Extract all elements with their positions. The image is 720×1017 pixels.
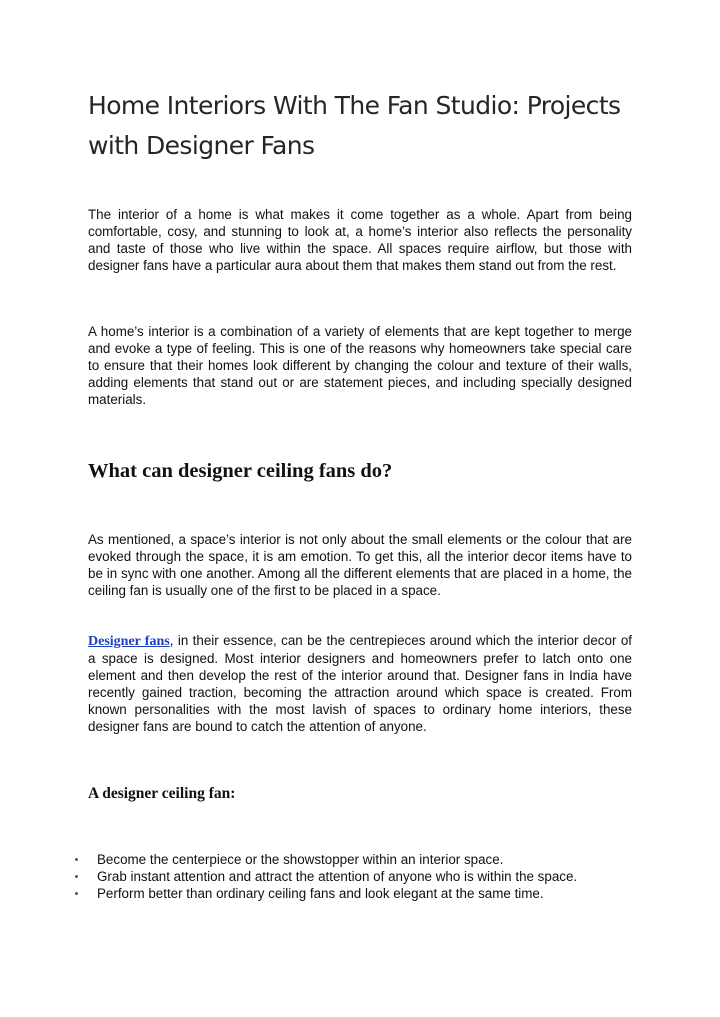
section-heading-designer-fan: A designer ceiling fan: xyxy=(88,785,236,802)
list-item xyxy=(72,885,672,902)
bullet-icon xyxy=(75,875,78,878)
bullet-list xyxy=(72,851,672,902)
designer-fans-paragraph-text: , in their essence, can be the centrepieces around which the interior decor of a space is designed. Most interior designers and homeowners prefer to latch onto one element and then develop the rest of the interior around that. Designer fans in India have recently gained traction, becoming the attraction around which space is created. From known personalities with the most lavish of spaces to ordinary home interiors, these designer fans are bound to catch the attention of anyone. xyxy=(88,633,632,734)
designer-fans-paragraph xyxy=(88,632,632,735)
intro-paragraph: The interior of a home is what makes it come together as a whole. Apart from being comfortable, cosy, and stunning to look at, a home’s interior also reflects the personality and taste of those who live within the space. All spaces require airflow, but those with designer fans have a particular aura about them that makes them stand out from the rest. xyxy=(88,207,632,273)
bullet-icon xyxy=(75,892,78,895)
list-item xyxy=(72,868,672,885)
list-item-text: Become the centerpiece or the showstopper within an interior space. xyxy=(97,852,504,867)
designer-fans-link[interactable]: Designer fans xyxy=(88,634,170,649)
page-title: Home Interiors With The Fan Studio: Projects with Designer Fans xyxy=(88,91,621,160)
list-item-text: Grab instant attention and attract the attention of anyone who is within the space. xyxy=(97,869,578,884)
section-heading-what-can: What can designer ceiling fans do? xyxy=(88,460,393,482)
mentioned-paragraph: As mentioned, a space’s interior is not only about the small elements or the colour that are evoked through the space, it is am emotion. To get this, all the interior decor items have to be in sync with one another. Among all the different elements that are placed in a home, the ceiling fan is usually one of the first to be placed in a space. xyxy=(88,532,632,598)
bullet-icon xyxy=(75,858,78,861)
list-item xyxy=(72,851,672,868)
list-item-text: Perform better than ordinary ceiling fans and look elegant at the same time. xyxy=(97,886,544,901)
combination-paragraph: A home’s interior is a combination of a variety of elements that are kept together to merge and evoke a type of feeling. This is one of the reasons why homeowners take special care to ensure that their homes look different by changing the colour and texture of their walls, adding elements that stand out or are statement pieces, and including specially designed materials. xyxy=(88,324,632,407)
